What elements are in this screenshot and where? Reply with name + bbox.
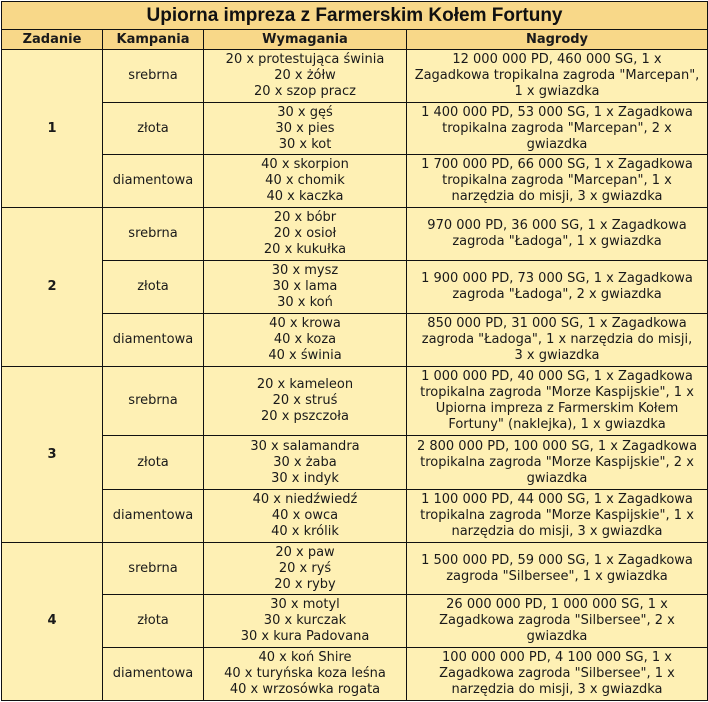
reward-line: 3 x gwiazdka [514, 347, 600, 363]
reward-line: 1 500 000 PD, 59 000 SG, 1 x Zagadkowa [421, 552, 693, 568]
header-requirements: Wymagania [204, 30, 407, 50]
campaign-cell: złota [103, 595, 204, 648]
requirement-line: 20 x protestująca świnia [225, 51, 385, 67]
reward-cell [407, 102, 708, 155]
header-campaign: Kampania [103, 30, 204, 50]
reward-line: 970 000 PD, 36 000 SG, 1 x Zagadkowa [427, 218, 687, 234]
requirement-line: 30 x kura Padovana [240, 629, 370, 645]
table-row [2, 367, 708, 436]
requirement-line: 40 x koza [273, 331, 337, 347]
requirement-line: 30 x kot [278, 136, 332, 152]
reward-cell [407, 367, 708, 436]
table-row [2, 260, 708, 313]
reward-cell [407, 155, 708, 208]
task-number-cell: 1 [2, 50, 103, 208]
requirement-line: 30 x salamandra [250, 438, 360, 454]
reward-line: zagroda "Ładoga", 1 x gwiazdka [452, 234, 662, 250]
event-table [1, 1, 708, 701]
requirements-cell [204, 208, 407, 261]
campaign-cell: złota [103, 436, 204, 490]
table-row [2, 102, 708, 155]
requirement-line: 20 x kameleon [256, 377, 354, 393]
table-row [2, 50, 708, 103]
reward-line: Zagadkowa zagroda "Silbersee", 2 x [439, 613, 675, 629]
reward-line: tropikalna zagroda "Morze Kaspijskie", 1 x [420, 385, 694, 401]
requirement-line: 20 x paw [275, 544, 335, 560]
requirements-cell [204, 595, 407, 648]
requirement-line: 40 x turyńska koza leśna [224, 666, 386, 682]
reward-line: gwiazdka [526, 629, 588, 645]
requirements-cell [204, 50, 407, 103]
header-task: Zadanie [2, 30, 103, 50]
reward-cell [407, 313, 708, 367]
campaign-cell: złota [103, 102, 204, 155]
reward-line: gwiazdka [526, 470, 588, 486]
table-row [2, 208, 708, 261]
reward-cell [407, 208, 708, 261]
reward-line: zagroda "Silbersee", 1 x gwiazdka [446, 568, 668, 584]
reward-line: 1 x gwiazdka [514, 83, 600, 99]
reward-line: zagroda "Ładoga", 2 x gwiazdka [452, 286, 662, 302]
task-number-cell: 2 [2, 208, 103, 367]
reward-line: 1 400 000 PD, 53 000 SG, 1 x Zagadkowa [421, 104, 693, 120]
requirements-cell [204, 367, 407, 436]
reward-cell [407, 490, 708, 543]
reward-line: tropikalna zagroda "Morze Kaspijskie", 2 x [420, 454, 694, 470]
requirement-line: 40 x wrzosówka rogata [229, 682, 381, 698]
requirements-cell [204, 260, 407, 313]
campaign-cell: srebrna [103, 367, 204, 436]
task-number-cell: 4 [2, 542, 103, 700]
requirements-cell [204, 542, 407, 595]
requirements-cell [204, 313, 407, 367]
reward-line: Upiorna impreza z Farmerskim Kołem [435, 401, 679, 417]
reward-cell [407, 648, 708, 701]
reward-line: 100 000 000 PD, 4 100 000 SG, 1 x [442, 650, 672, 666]
reward-line: tropikalna zagroda "Marcepan", 2 x [442, 120, 672, 136]
table-row [2, 490, 708, 543]
requirement-line: 20 x ryś [278, 560, 332, 576]
table-body [2, 50, 708, 701]
requirements-cell [204, 648, 407, 701]
requirement-line: 20 x osioł [273, 226, 337, 242]
campaign-cell: srebrna [103, 542, 204, 595]
task-number-cell: 3 [2, 367, 103, 542]
requirement-line: 40 x koń Shire [258, 650, 352, 666]
reward-line: Zagadkowa tropikalna zagroda "Marcepan", [414, 67, 700, 83]
reward-line: 12 000 000 PD, 460 000 SG, 1 x [452, 51, 662, 67]
requirements-cell [204, 155, 407, 208]
reward-line: 850 000 PD, 31 000 SG, 1 x Zagadkowa [427, 315, 687, 331]
requirement-line: 40 x chomik [265, 173, 345, 189]
reward-cell [407, 542, 708, 595]
requirement-line: 40 x krowa [269, 315, 341, 331]
reward-line: Fortuny" (naklejka), 1 x gwiazdka [448, 417, 666, 433]
reward-cell [407, 260, 708, 313]
campaign-cell: diamentowa [103, 648, 204, 701]
table-row [2, 436, 708, 490]
reward-line: 26 000 000 PD, 1 000 000 SG, 1 x [446, 597, 668, 613]
requirement-line: 30 x pies [275, 120, 335, 136]
requirement-line: 20 x żółw [274, 67, 336, 83]
requirements-cell [204, 490, 407, 543]
requirements-cell [204, 436, 407, 490]
requirement-line: 30 x lama [272, 278, 338, 294]
campaign-cell: diamentowa [103, 155, 204, 208]
table-row [2, 648, 708, 701]
table-row [2, 542, 708, 595]
table-row [2, 155, 708, 208]
reward-line: 1 000 000 PD, 40 000 SG, 1 x Zagadkowa [421, 369, 693, 385]
campaign-cell: złota [103, 260, 204, 313]
requirement-line: 30 x kurczak [263, 613, 347, 629]
reward-line: 1 900 000 PD, 73 000 SG, 1 x Zagadkowa [421, 270, 693, 286]
requirement-line: 30 x gęś [277, 104, 333, 120]
reward-cell [407, 595, 708, 648]
reward-line: narzędzia do misji, 3 x gwiazdka [451, 189, 663, 205]
requirement-line: 20 x bóbr [273, 210, 337, 226]
requirement-line: 30 x indyk [271, 470, 339, 486]
reward-line: narzędzia do misji, 3 x gwiazdka [451, 523, 663, 539]
reward-line: narzędzia do misji, 3 x gwiazdka [451, 682, 663, 698]
reward-cell [407, 436, 708, 490]
reward-line: Zagadkowa zagroda "Silbersee", 1 x [439, 666, 675, 682]
requirement-line: 20 x struś [272, 393, 338, 409]
table-row [2, 595, 708, 648]
requirement-line: 40 x kaczka [266, 189, 344, 205]
requirements-cell [204, 102, 407, 155]
requirement-line: 20 x szop pracz [254, 83, 356, 99]
reward-line: 1 700 000 PD, 66 000 SG, 1 x Zagadkowa [421, 157, 693, 173]
table-title: Upiorna impreza z Farmerskim Kołem Fortuny [2, 2, 708, 30]
campaign-cell: srebrna [103, 50, 204, 103]
reward-line: zagroda "Ładoga", 1 x narzędzia do misji, [421, 331, 693, 347]
campaign-cell: diamentowa [103, 490, 204, 543]
requirement-line: 30 x mysz [271, 262, 339, 278]
requirement-line: 40 x świnia [268, 347, 342, 363]
campaign-cell: srebrna [103, 208, 204, 261]
requirement-line: 20 x ryby [274, 576, 336, 592]
requirement-line: 40 x skorpion [261, 157, 349, 173]
reward-line: 2 800 000 PD, 100 000 SG, 1 x Zagadkowa [416, 438, 698, 454]
requirement-line: 40 x królik [271, 523, 339, 539]
table-row [2, 313, 708, 367]
campaign-cell: diamentowa [103, 313, 204, 367]
requirement-line: 20 x pszczoła [261, 409, 349, 425]
requirement-line: 30 x motyl [270, 597, 340, 613]
reward-line: tropikalna zagroda "Marcepan", 1 x [442, 173, 672, 189]
requirement-line: 30 x koń [277, 294, 333, 310]
reward-line: 1 100 000 PD, 44 000 SG, 1 x Zagadkowa [421, 491, 693, 507]
requirement-line: 40 x niedźwiedź [252, 491, 358, 507]
header-rewards: Nagrody [407, 30, 708, 50]
requirement-line: 30 x żaba [273, 454, 337, 470]
reward-line: gwiazdka [526, 136, 588, 152]
requirement-line: 20 x kukułka [263, 242, 347, 258]
reward-line: tropikalna zagroda "Morze Kaspijskie", 1 x [420, 507, 694, 523]
requirement-line: 40 x owca [271, 507, 339, 523]
reward-cell [407, 50, 708, 103]
